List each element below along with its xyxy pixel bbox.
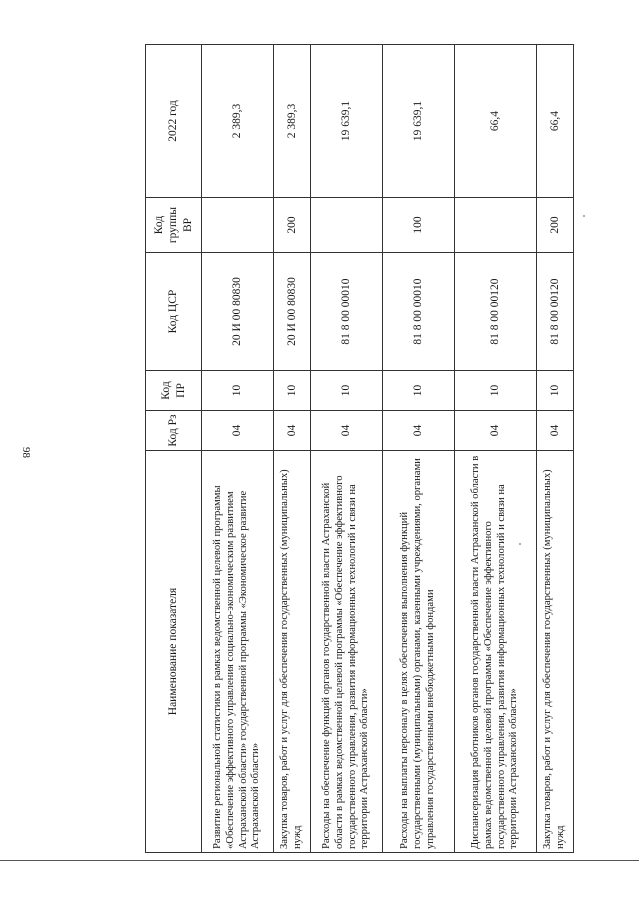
budget-table-rotated — [145, 45, 566, 853]
row-name: Закупка товаров, работ и услуг для обеспечения государственных (муниципальных) нужд — [274, 451, 311, 853]
row-value: 2 389,3 — [274, 45, 311, 198]
table-header-row — [146, 45, 202, 853]
table-row — [383, 45, 455, 853]
row-vr — [311, 198, 383, 253]
row-value: 2 389,3 — [202, 45, 274, 198]
row-value: 19 639,1 — [311, 45, 383, 198]
table-row — [274, 45, 311, 853]
header-year: 2022 год — [146, 45, 202, 198]
row-rz: 04 — [537, 411, 574, 451]
header-vr: Код группы ВР — [146, 198, 202, 253]
row-pr: 10 — [537, 371, 574, 411]
row-rz: 04 — [383, 411, 455, 451]
row-csr: 81 8 00 00010 — [311, 253, 383, 371]
budget-table — [145, 44, 574, 853]
table-row — [537, 45, 574, 853]
header-pr: Код ПР — [146, 371, 202, 411]
row-csr: 81 8 00 00120 — [455, 253, 537, 371]
row-vr — [455, 198, 537, 253]
scan-edge-line — [0, 860, 639, 861]
row-pr: 10 — [274, 371, 311, 411]
table-row — [311, 45, 383, 853]
row-csr: 20 И 00 80830 — [274, 253, 311, 371]
row-rz: 04 — [202, 411, 274, 451]
page-number: 98 — [20, 447, 32, 458]
row-csr: 20 И 00 80830 — [202, 253, 274, 371]
row-rz: 04 — [455, 411, 537, 451]
row-vr — [202, 198, 274, 253]
scan-artifact — [583, 215, 585, 217]
row-csr: 81 8 00 00120 — [537, 253, 574, 371]
header-csr: Код ЦСР — [146, 253, 202, 371]
row-name: Диспансеризация работников органов государственной власти Астраханской области в рамках ведомственной целевой программы «Обеспечение эффективного государственного управления, развития информационных технологий и связи на территории Астраханской области» — [455, 451, 537, 853]
row-value: 19 639,1 — [383, 45, 455, 198]
table-row — [455, 45, 537, 853]
row-value: 66,4 — [455, 45, 537, 198]
row-pr: 10 — [383, 371, 455, 411]
table-row — [202, 45, 274, 853]
row-pr: 10 — [455, 371, 537, 411]
row-name: Расходы на выплаты персоналу в целях обеспечения выполнения функций государственными (муниципальными) органами, казенными учреждениями, органами управления государственными внебюджетными фондами — [383, 451, 455, 853]
row-rz: 04 — [274, 411, 311, 451]
row-vr: 200 — [274, 198, 311, 253]
row-csr: 81 8 00 00010 — [383, 253, 455, 371]
row-pr: 10 — [311, 371, 383, 411]
row-vr: 200 — [537, 198, 574, 253]
header-rz: Код Рз — [146, 411, 202, 451]
header-name: Наименование показателя — [146, 451, 202, 853]
row-vr: 100 — [383, 198, 455, 253]
row-value: 66,4 — [537, 45, 574, 198]
row-rz: 04 — [311, 411, 383, 451]
row-pr: 10 — [202, 371, 274, 411]
row-name: Расходы на обеспечение функций органов государственной власти Астраханской области в рамках ведомственной целевой программы «Обеспечение эффективного государственного управления, развития информационных технологий и связи на территории Астраханской области» — [311, 451, 383, 853]
row-name: Закупка товаров, работ и услуг для обеспечения государственных (муниципальных) нужд — [537, 451, 574, 853]
row-name: Развитие региональной статистики в рамках ведомственной целевой программы «Обеспечение эффективного управления социально-экономическим развитием Астраханской области» государственной программы «Экономическое развитие Астраханской области» — [202, 451, 274, 853]
